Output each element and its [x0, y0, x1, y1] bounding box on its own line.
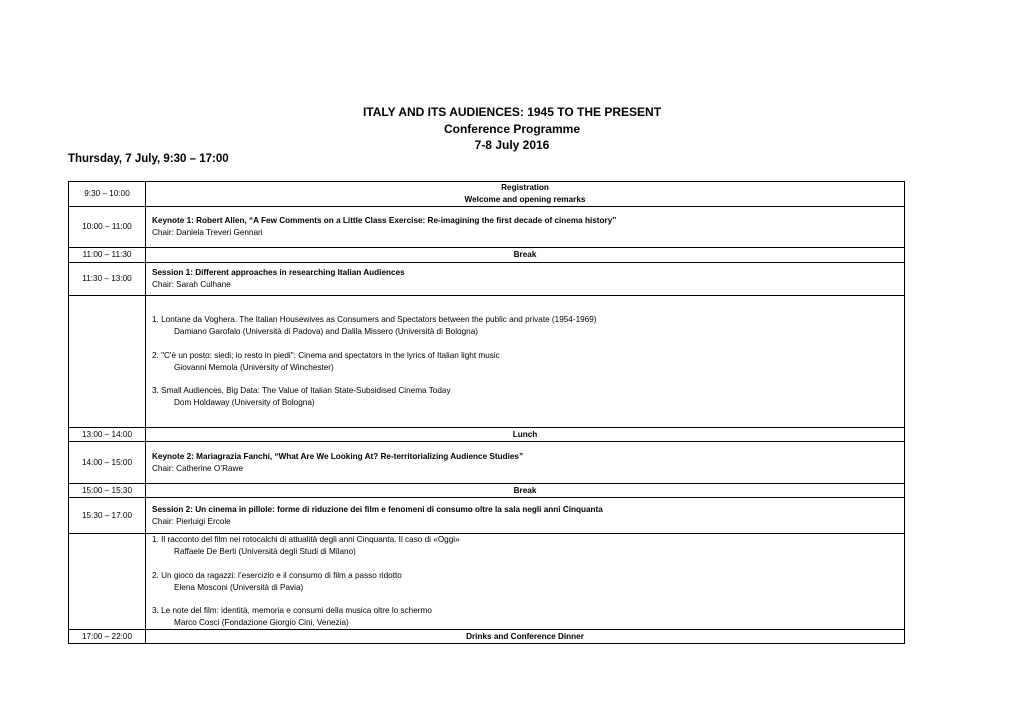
- lunch-label: Lunch: [146, 428, 905, 442]
- programme-subtitle: Conference Programme: [443, 121, 581, 136]
- conference-dates: 7-8 July 2016: [474, 138, 550, 152]
- paper-title: 3. Le note del film: identità, memoria e consumi della musica oltre lo schermo: [152, 606, 432, 616]
- table-row-keynote1: [69, 207, 905, 248]
- paper-author: Giovanni Memola (University of Winchester): [174, 362, 334, 372]
- time-cell: 13:00 – 14:00: [69, 428, 146, 442]
- paper-author: Raffaele De Berti (Università degli Studi di Milano): [174, 547, 356, 557]
- keynote2-title: Keynote 2: Mariagrazia Fanchi, “What Are We Looking At? Re-territorializing Audience Studies”: [152, 451, 524, 461]
- programme-table: [68, 181, 905, 644]
- time-cell: 15:00 – 15:30: [69, 484, 146, 498]
- keynote1-cell: [146, 207, 905, 248]
- session1-title: Session 1: Different approaches in researching Italian Audiences: [152, 268, 405, 278]
- paper-title: 2. "C'è un posto: siedi; io resto in piedi": Cinema and spectators in the lyrics of Italian light music: [152, 350, 500, 360]
- table-row-break2: [69, 484, 905, 498]
- table-row-break1: [69, 248, 905, 263]
- paper-author: Elena Mosconi (Università di Pavia): [174, 582, 304, 592]
- table-row-session1-papers: [69, 296, 905, 428]
- time-cell: 17:00 – 22:00: [69, 630, 146, 644]
- keynote2-cell: [146, 442, 905, 484]
- table-row-dinner: [69, 630, 905, 644]
- day-heading: Thursday, 7 July, 9:30 – 17:00: [68, 153, 229, 165]
- table-row-registration: [69, 182, 905, 207]
- paper-author: Damiano Garofalo (Università di Padova) and Dalila Missero (Università di Bologna): [174, 327, 478, 337]
- table-row-keynote2: [69, 442, 905, 484]
- keynote1-title: Keynote 1: Robert Allen, “A Few Comments on a Little Class Exercise: Re-imagining the first decade of cinema history”: [152, 216, 617, 226]
- time-cell: 11:30 – 13:00: [69, 263, 146, 296]
- keynote1-chair: Chair: Daniela Treveri Gennari: [152, 228, 263, 237]
- paper-title: 3. Small Audiences, Big Data: The Value of Italian State-Subsidised Cinema Today: [152, 386, 451, 396]
- document-title-block: [0, 104, 1024, 154]
- session2-title: Session 2: Un cinema in pillole: forme di riduzione dei film e fenomeni di consumo oltre la sala negli anni Cinquanta: [152, 504, 603, 514]
- time-cell: 9:30 – 10:00: [69, 182, 146, 207]
- time-cell-empty: [69, 534, 146, 630]
- time-cell: 15:30 – 17.00: [69, 498, 146, 534]
- break2-label: Break: [146, 484, 905, 498]
- registration-label: Registration: [501, 183, 549, 193]
- keynote2-chair: Chair: Catherine O’Rawe: [152, 463, 244, 473]
- paper-title: 1. Lontane da Voghera. The Italian Housewives as Consumers and Spectators between the public and private (1954-1969): [152, 315, 597, 325]
- time-cell: 10:00 – 11:00: [69, 207, 146, 248]
- session1-cell: [146, 263, 905, 296]
- session2-papers-cell: [146, 534, 905, 630]
- table-row-lunch: [69, 428, 905, 442]
- session2-cell: [146, 498, 905, 534]
- paper-title: 2. Un gioco da ragazzi: l’esercizio e il consumo di film a passo ridotto: [152, 570, 402, 580]
- welcome-label: Welcome and opening remarks: [464, 195, 586, 204]
- session1-chair: Chair: Sarah Culhane: [152, 280, 231, 289]
- paper-title: 1. Il racconto del film nei rotocalchi di attualità degli anni Cinquanta. Il caso di «Oggi»: [152, 535, 460, 545]
- paper-author: Dom Holdaway (University of Bologna): [174, 397, 315, 407]
- paper-author: Marco Cosci (Fondazione Giorgio Cini, Venezia): [174, 617, 349, 627]
- session1-papers-cell: [146, 296, 905, 428]
- time-cell-empty: [69, 296, 146, 428]
- time-cell: 11:00 – 11:30: [69, 248, 146, 263]
- table-row-session1: [69, 263, 905, 296]
- time-cell: 14:00 – 15:00: [69, 442, 146, 484]
- dinner-label: Drinks and Conference Dinner: [146, 630, 905, 644]
- conference-title: ITALY AND ITS AUDIENCES: 1945 TO THE PRESENT: [362, 105, 662, 119]
- table-row-session2: [69, 498, 905, 534]
- table-row-session2-papers: [69, 534, 905, 630]
- registration-cell: [146, 182, 905, 207]
- session2-chair: Chair: Pierluigi Ercole: [152, 516, 231, 526]
- break1-label: Break: [146, 248, 905, 263]
